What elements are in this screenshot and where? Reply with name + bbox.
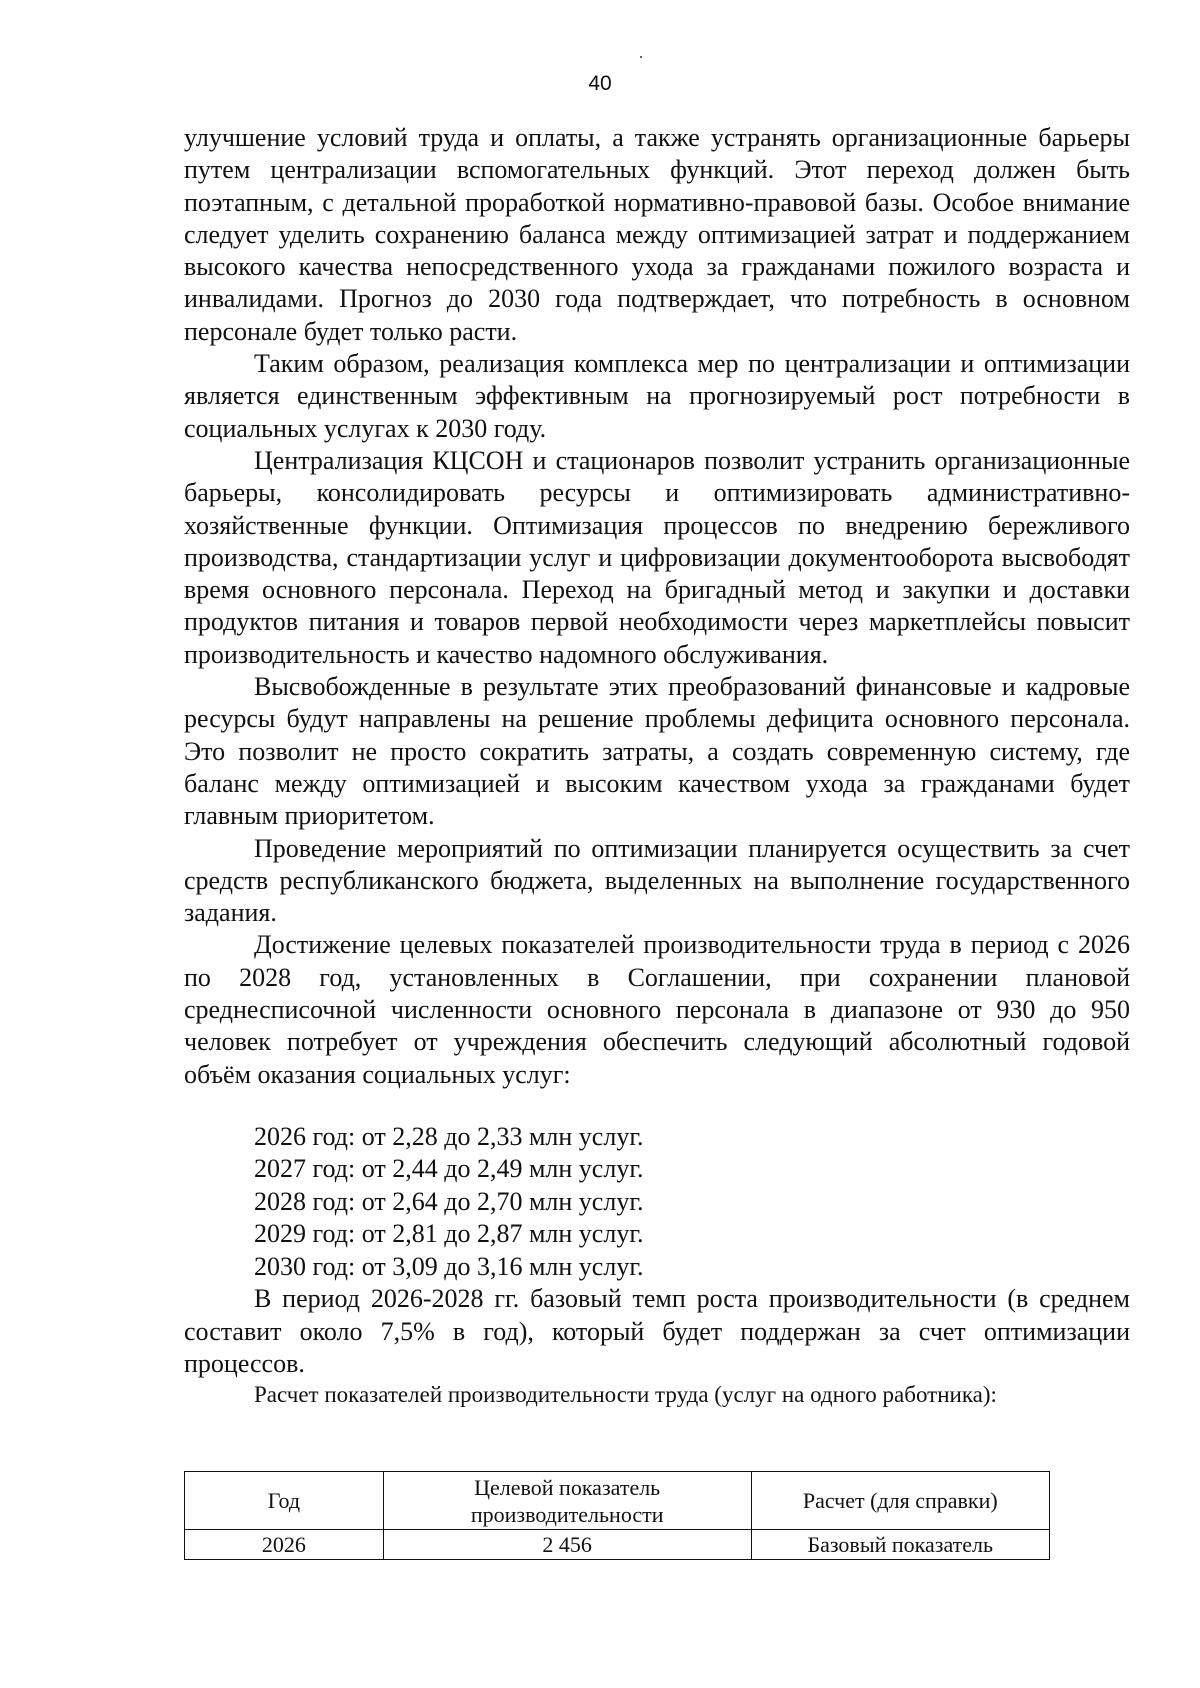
paragraph-centralization: Централизация КЦСОН и стационаров позволит устранить организационные барьеры, консолидировать ресурсы и оптимизировать административно-хозяйственные функции. Оптимизация процессов по внедрению бережливого производства, стандартизации услуг и цифровизации документооборота высвободят время основного персонала. Переход на бригадный метод и закупки и доставки продуктов питания и товаров первой необходимости через маркетплейсы повысит производительность и качество надомного обслуживания.	[184, 445, 1130, 669]
header-calculation: Расчет (для справки)	[751, 1472, 1049, 1530]
table-header-row	[185, 1472, 1050, 1530]
document-body	[184, 122, 1130, 1409]
paragraph-resources: Высвобожденные в результате этих преобразований финансовые и кадровые ресурсы будут направлены на решение проблемы дефицита основного персонала. Это позволит не просто сократить затраты, а создать современную систему, где баланс между оптимизацией и высоким качеством ухода за гражданами будет главным приоритетом.	[184, 672, 1130, 831]
cell-calculation: Базовый показатель	[751, 1530, 1049, 1560]
list-item: 2026 год: от 2,28 до 2,33 млн услуг.	[254, 1121, 644, 1151]
table-row	[185, 1530, 1050, 1560]
header-target: Целевой показатель производительности	[383, 1472, 751, 1530]
page-number: 40	[588, 72, 612, 95]
list-item: 2027 год: от 2,44 до 2,49 млн услуг.	[254, 1154, 644, 1184]
list-item: 2030 год: от 3,09 до 3,16 млн услуг.	[254, 1251, 644, 1281]
paragraph-conclusion: Таким образом, реализация комплекса мер по централизации и оптимизации является единственным эффективным на прогнозируемый рост потребности в социальных услугах к 2030 году.	[184, 349, 1130, 443]
list-item: 2028 год: от 2,64 до 2,70 млн услуг.	[254, 1186, 644, 1216]
cell-year: 2026	[185, 1530, 384, 1560]
scan-speck	[640, 56, 642, 58]
cell-target: 2 456	[383, 1530, 751, 1560]
paragraph-targets: Достижение целевых показателей производительности труда в период с 2026 по 2028 год, установленных в Соглашении, при сохранении плановой среднесписочной численности основного персонала в диапазоне от 930 до 950 человек потребует от учреждения обеспечить следующий абсолютный годовой объём оказания социальных услуг:	[184, 930, 1130, 1089]
paragraph-continuation: улучшение условий труда и оплаты, а также устранять организационные барьеры путем централизации вспомогательных функций. Этот переход должен быть поэтапным, с детальной проработкой нормативно-правовой базы. Особое внимание следует уделить сохранению баланса между оптимизацией затрат и поддержанием высокого качества непосредственного ухода за гражданами пожилого возраста и инвалидами. Прогноз до 2030 года подтверждает, что потребность в основном персонале будет только расти.	[184, 123, 1130, 346]
table-caption: Расчет показателей производительности труда (услуг на одного работника):	[254, 1382, 997, 1408]
header-year: Год	[185, 1472, 384, 1530]
paragraph-growth-rate: В период 2026-2028 гг. базовый темп роста производительности (в среднем составит около 7,5% в год), который будет поддержан за счет оптимизации процессов.	[184, 1284, 1130, 1378]
paragraph-funding: Проведение мероприятий по оптимизации планируется осуществить за счет средств республиканского бюджета, выделенных на выполнение государственного задания.	[184, 833, 1130, 928]
list-item: 2029 год: от 2,81 до 2,87 млн услуг.	[254, 1219, 644, 1249]
productivity-table	[184, 1471, 1050, 1560]
service-volume-list	[254, 1121, 1130, 1284]
